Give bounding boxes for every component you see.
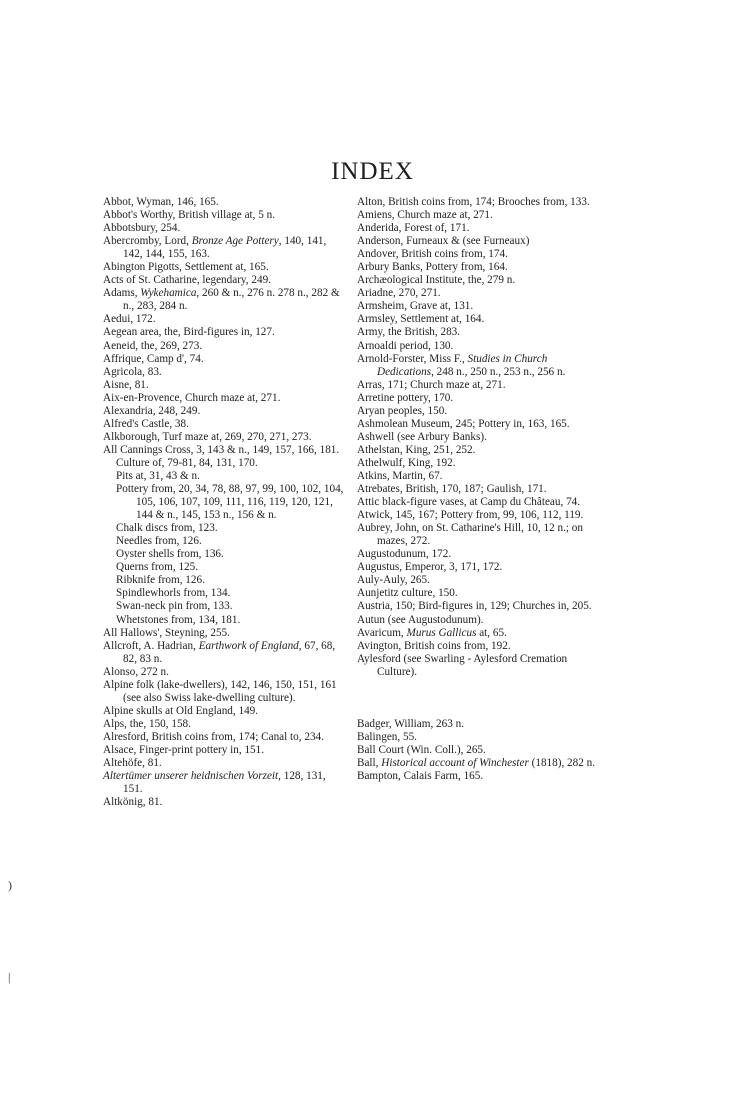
index-entry [357,614,605,627]
entry-text: at, 65. [476,626,507,639]
index-subentry [103,561,348,574]
entry-italic-title: Wykehamica [140,287,197,300]
entry-text: Arnold-Forster, Miss F., [357,352,468,365]
index-entry [103,392,348,405]
section-gap [357,679,605,718]
index-entry [357,653,605,679]
index-entry [357,392,605,405]
entry-text: Abercromby, Lord, [103,235,192,248]
index-subentry [103,587,348,600]
entry-text: Oyster shells from, 136. [116,548,224,561]
entry-text: Alfred's Castle, 38. [103,417,189,430]
entry-text: Abbot's Worthy, British village at, 5 n. [103,209,276,222]
entry-text: Alexandria, 248, 249. [103,404,201,417]
index-entry [357,235,605,248]
entry-text: Acts of St. Catharine, legendary, 249. [103,274,271,287]
entry-text: Ball, [357,756,382,769]
entry-text: Autun (see Augustodunum). [357,613,484,626]
index-entry [103,366,348,379]
index-subentry [103,522,348,535]
index-entry [103,196,348,209]
index-entry [357,222,605,235]
entry-italic-title: Historical account of Winchester [381,756,529,769]
entry-text: Alsace, Finger-print pottery in, 151. [103,743,265,756]
entry-text: Abington Pigotts, Settlement at, 165. [103,261,269,274]
index-entry [357,287,605,300]
index-subentry [103,548,348,561]
entry-text: Amiens, Church maze at, 271. [357,209,493,222]
index-entry [357,731,605,744]
entry-text: All Hallows', Steyning, 255. [103,626,230,639]
entry-text: Spindlewhorls from, 134. [116,587,231,600]
entry-text: Athelwulf, King, 192. [357,456,456,469]
entry-text: Aedui, 172. [103,313,156,326]
index-entry [357,757,605,770]
index-entry [357,548,605,561]
index-entry [103,796,348,809]
index-entry [357,496,605,509]
index-entry [103,379,348,392]
entry-text: Aix-en-Provence, Church maze at, 271. [103,391,281,404]
entry-text: Querns from, 125. [116,561,199,574]
index-entry [103,666,348,679]
entry-text: Anderson, Furneaux & (see Furneaux) [357,235,530,248]
index-entry [103,353,348,366]
index-entry [103,731,348,744]
index-entry [103,418,348,431]
index-entry [357,353,605,379]
entry-text: Allcroft, A. Hadrian, [103,639,199,652]
index-entry [103,705,348,718]
index-entry [103,757,348,770]
entry-text: Alton, British coins from, 174; Brooches from, 133. [357,196,590,208]
entry-text: Alps, the, 150, 158. [103,717,191,730]
entry-text: Badger, William, 263 n. [357,717,465,730]
entry-text: Arras, 171; Church maze at, 271. [357,378,506,391]
index-subentry [103,483,348,522]
entry-text: Atrebates, British, 170, 187; Gaulish, 171. [357,483,547,496]
entry-text: Needles from, 126. [116,535,202,548]
index-entry [357,196,605,209]
index-entry [357,209,605,222]
entry-text: Armsheim, Grave at, 131. [357,300,474,313]
entry-text: Avington, British coins from, 192. [357,639,511,652]
margin-mark: ) [8,878,12,892]
entry-text: Army, the British, 283. [357,326,461,339]
index-entry [357,522,605,548]
index-entry [357,313,605,326]
index-entry [357,770,605,783]
index-subentry [103,457,348,470]
entry-text: Ashwell (see Arbury Banks). [357,430,487,443]
entry-text: Avaricum, [357,626,407,639]
index-subentry [103,470,348,483]
entry-text: Pits at, 31, 43 & n. [116,469,200,482]
entry-text: Swan-neck pin from, 133. [116,600,233,613]
entry-text: Atkins, Martin, 67. [357,469,443,482]
entry-italic-title: Altertümer unserer heidnischen Vorzeit [103,770,279,783]
index-subentry [103,614,348,627]
entry-text: Abbot, Wyman, 146, 165. [103,196,219,208]
index-entry [357,640,605,653]
entry-text: Arnoaldi period, 130. [357,339,454,352]
entry-text: Ashmolean Museum, 245; Pottery in, 163, 165. [357,417,570,430]
entry-text: Aryan peoples, 150. [357,404,448,417]
entry-text: , 128, 131, 151. [123,770,326,796]
index-subentry [103,574,348,587]
index-entry [357,574,605,587]
index-entry [357,261,605,274]
entry-text: Pottery from, 20, 34, 78, 88, 97, 99, 100, 102, 104, 105, 106, 107, 109, 111, 116, 119, 120, 121, 144 & n., 145, 153 n., 156 & n. [116,483,344,522]
index-entry [103,209,348,222]
entry-text: Altehöfe, 81. [103,757,162,770]
entry-text: Ariadne, 270, 271. [357,287,441,300]
index-entry [103,261,348,274]
entry-text: Augustodunum, 172. [357,548,452,561]
entry-text: Anderida, Forest of, 171. [357,222,470,235]
entry-text: Ball Court (Win. Coll.), 265. [357,743,486,756]
index-entry [357,718,605,731]
entry-text: Aeneid, the, 269, 273. [103,339,203,352]
index-entry [357,431,605,444]
index-entry [357,379,605,392]
index-entry [103,718,348,731]
index-entry [103,640,348,666]
entry-text: Balingen, 55. [357,730,417,743]
entry-text: Aunjetitz culture, 150. [357,587,458,600]
index-entry [357,627,605,640]
index-entry [357,744,605,757]
entry-text: Aylesford (see Swarling - Aylesford Cremation Culture). [357,652,568,678]
entry-text: Ribknife from, 126. [116,574,205,587]
margin-mark: | [8,970,11,984]
entry-text: Alpine skulls at Old England, 149. [103,704,259,717]
entry-text: Adams, [103,287,141,300]
entry-text: Affrique, Camp d', 74. [103,352,204,365]
index-entry [357,418,605,431]
entry-text: Armsley, Settlement at, 164. [357,313,485,326]
index-entry [103,431,348,444]
entry-text: Alonso, 272 n. [103,665,169,678]
index-entry [357,340,605,353]
entry-text: Athelstan, King, 251, 252. [357,443,476,456]
entry-text: Agricola, 83. [103,365,162,378]
entry-text: Andover, British coins from, 174. [357,248,508,261]
index-entry [357,444,605,457]
entry-text: , 260 & n., 276 n. 278 n., 282 & n., 283, 284 n. [123,287,340,313]
index-entry [357,457,605,470]
entry-text: Aegean area, the, Bird-figures in, 127. [103,326,275,339]
index-subentry [103,600,348,613]
index-entry [103,313,348,326]
index-entry [357,405,605,418]
index-entry [357,470,605,483]
entry-text: Auly-Auly, 265. [357,574,430,587]
index-entry [103,326,348,339]
entry-text: Alpine folk (lake-dwellers), 142, 146, 150, 151, 161 (see also Swiss lake-dwelling culture). [103,678,337,704]
index-entry [357,587,605,600]
index-column-right [357,196,605,783]
index-entry [103,627,348,640]
entry-text: Aubrey, John, on St. Catharine's Hill, 10, 12 n.; on mazes, 272. [357,522,583,548]
index-entry [103,287,348,313]
index-entry [357,326,605,339]
index-entry [103,222,348,235]
entry-text: Aisne, 81. [103,378,149,391]
entry-text: Arbury Banks, Pottery from, 164. [357,261,508,274]
index-entry [357,274,605,287]
index-entry [103,405,348,418]
entry-italic-title: Bronze Age Pottery [191,235,279,248]
entry-text: Alkborough, Turf maze at, 269, 270, 271, 273. [103,430,312,443]
index-subentry [103,535,348,548]
entry-text: Austria, 150; Bird-figures in, 129; Churches in, 205. [357,600,592,613]
index-entry [103,679,348,705]
index-entry [357,483,605,496]
page-title: INDEX [331,158,414,185]
entry-italic-title: Studies in Church Dedications [377,352,548,378]
entry-text: Whetstones from, 134, 181. [116,613,241,626]
index-entry [357,248,605,261]
index-entry [357,600,605,613]
entry-text: , 67, 68, 82, 83 n. [123,639,336,665]
index-entry [357,561,605,574]
entry-text: (1818), 282 n. [528,756,596,769]
index-entry [103,235,348,261]
entry-text: Arretine pottery, 170. [357,391,454,404]
entry-text: Bampton, Calais Farm, 165. [357,769,484,782]
entry-italic-title: Murus Gallicus [406,626,477,639]
index-column-left [103,196,348,809]
entry-text: , 248 n., 250 n., 253 n., 256 n. [431,365,566,378]
entry-text: Archæological Institute, the, 279 n. [357,274,516,287]
index-entry [357,509,605,522]
entry-text: Culture of, 79-81, 84, 131, 170. [116,456,258,469]
entry-text: Altkönig, 81. [103,796,163,809]
index-entry [103,444,348,457]
index-entry [103,274,348,287]
index-entry [103,340,348,353]
index-entry [357,300,605,313]
index-entry [103,744,348,757]
entry-text: Alresford, British coins from, 174; Canal to, 234. [103,730,324,743]
entry-text: , 140, 141, 142, 144, 155, 163. [123,235,327,261]
entry-text: Attic black-figure vases, at Camp du Château, 74. [357,496,581,509]
entry-text: Augustus, Emperor, 3, 171, 172. [357,561,503,574]
entry-italic-title: Earthwork of England [198,639,299,652]
index-entry [103,770,348,796]
entry-text: Chalk discs from, 123. [116,522,218,535]
entry-text: Abbotsbury, 254. [103,222,181,235]
entry-text: All Cannings Cross, 3, 143 & n., 149, 157, 166, 181. [103,443,340,456]
entry-text: Atwick, 145, 167; Pottery from, 99, 106, 112, 119. [357,509,584,522]
